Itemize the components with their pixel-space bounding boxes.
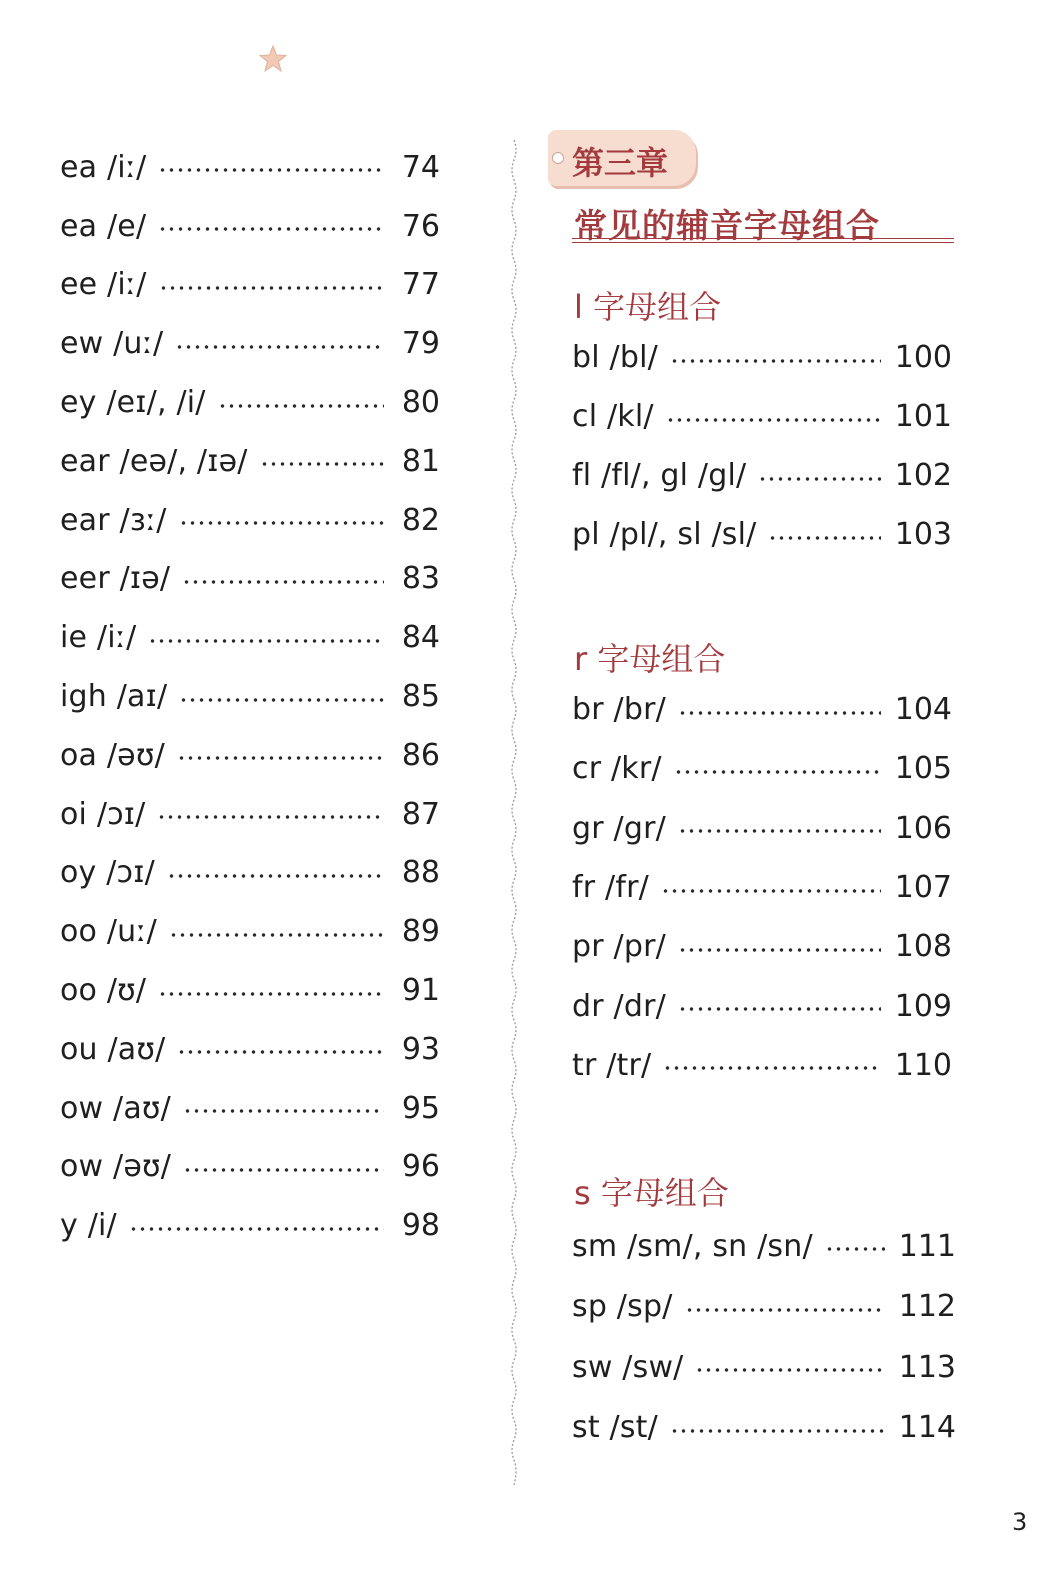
toc-entry-page: 89 [401,914,440,950]
toc-entry-page: 100 [894,340,952,375]
toc-entry-page: 80 [401,385,440,421]
toc-entry-page: 103 [894,517,952,552]
section-heading-l: l 字母组合 [574,288,722,326]
toc-entry[interactable] [60,961,440,1020]
dot-leader [158,168,384,172]
dot-leader [685,1308,885,1312]
tab-hole-icon [552,152,564,164]
dot-leader [670,359,881,363]
dot-leader [661,889,881,893]
toc-entry-label: bl /bl/ [572,340,658,375]
toc-entry-label: y /i/ [60,1208,117,1244]
toc-entry-label: sp /sp/ [572,1289,673,1325]
toc-entry-label: ee /iː/ [60,267,147,303]
dot-leader [758,477,880,481]
dot-leader [678,948,881,952]
dot-leader [666,418,881,422]
toc-entry-page: 77 [401,267,440,303]
toc-entry-page: 79 [401,326,440,362]
dot-leader [129,1227,384,1231]
dot-leader [167,874,384,878]
toc-entry[interactable] [572,446,952,505]
toc-entry-page: 98 [401,1208,440,1244]
toc-entry-label: ew /uː/ [60,326,164,362]
toc-entry-page: 84 [401,620,440,656]
dot-leader [678,829,881,833]
dot-leader [695,1368,884,1372]
toc-entry-label: ear /ɜː/ [60,502,167,538]
toc-entry-label: ow /aʊ/ [60,1090,171,1126]
toc-entry[interactable] [60,138,440,197]
toc-entry[interactable] [60,844,440,903]
toc-entry[interactable] [60,256,440,315]
toc-entry-page: 113 [898,1349,956,1385]
toc-entry[interactable] [572,739,952,798]
toc-entry-page: 107 [894,870,952,906]
toc-entry-label: oa /əʊ/ [60,737,165,773]
toc-entry[interactable] [60,726,440,785]
toc-entry[interactable] [572,328,952,387]
toc-entry-label: oo /ʊ/ [60,973,147,1009]
toc-entry[interactable] [572,1337,956,1398]
toc-entry-page: 110 [894,1047,952,1083]
toc-entry-page: 86 [401,737,440,773]
toc-entry[interactable] [572,387,952,446]
toc-entry-page: 76 [401,208,440,244]
chapter-tab-label: 第三章 [572,144,669,182]
section-l-entries [572,328,952,564]
dot-leader [158,227,384,231]
toc-entry-page: 87 [401,796,440,832]
toc-entry-page: 95 [401,1090,440,1126]
dot-leader [670,1429,885,1433]
section-heading-s: s 字母组合 [574,1174,729,1212]
toc-entry[interactable] [572,680,952,739]
dot-leader [182,580,384,584]
toc-entry-page: 85 [401,679,440,715]
toc-entry-label: st /st/ [572,1410,658,1446]
dot-leader [159,286,384,290]
toc-entry[interactable] [60,1196,440,1255]
toc-entry-page: 74 [401,149,440,185]
dot-leader [674,770,881,774]
dot-leader [825,1247,885,1251]
toc-entry[interactable] [572,1036,952,1095]
toc-entry-label: ea /e/ [60,208,147,244]
toc-entry-page: 83 [401,561,440,597]
toc-entry-label: gr /gr/ [572,810,666,846]
toc-entry[interactable] [572,1277,956,1338]
toc-entry-page: 96 [401,1149,440,1185]
toc-entry-page: 102 [894,458,952,493]
dot-leader [183,1109,384,1113]
section-s-entries [572,1216,956,1458]
dot-leader [183,1168,384,1172]
dot-leader [260,462,384,466]
toc-entry[interactable] [60,314,440,373]
toc-entry-label: cr /kr/ [572,751,662,787]
toc-entry-label: cl /kl/ [572,399,654,434]
toc-entry-page: 82 [401,502,440,538]
toc-entry-label: ie /iː/ [60,620,137,656]
section-heading-r: r 字母组合 [574,640,726,678]
dot-leader [177,756,384,760]
dot-leader [175,345,384,349]
dot-leader [157,815,384,819]
toc-entry[interactable] [60,608,440,667]
star-icon [258,44,288,74]
toc-entry[interactable] [572,1216,956,1277]
toc-entry-page: 114 [898,1410,956,1446]
toc-entry[interactable] [60,785,440,844]
toc-entry-page: 104 [894,692,952,728]
dot-leader [678,1007,881,1011]
toc-entry-label: oy /ɔɪ/ [60,855,155,891]
toc-entry-label: pl /pl/, sl /sl/ [572,517,757,552]
chapter-tab [548,130,698,188]
toc-entry-label: dr /dr/ [572,988,666,1024]
toc-entry-label: oo /uː/ [60,914,157,950]
dot-leader [179,698,384,702]
toc-entry-label: ea /iː/ [60,149,147,185]
toc-entry[interactable] [60,197,440,256]
toc-entry-label: tr /tr/ [572,1047,652,1083]
toc-entry[interactable] [60,902,440,961]
toc-entry-page: 105 [894,751,952,787]
toc-entry-page: 109 [894,988,952,1024]
toc-entry[interactable] [572,505,952,564]
toc-entry-page: 106 [894,810,952,846]
dot-leader [179,521,384,525]
toc-entry-label: ow /əʊ/ [60,1149,172,1185]
page-number: 3 [1012,1508,1028,1536]
chapter-title-underline [572,238,954,243]
toc-entry-page: 111 [898,1228,956,1264]
column-divider [506,140,522,1485]
toc-entry[interactable] [60,667,440,726]
toc-entry-label: igh /aɪ/ [60,679,168,715]
toc-entry-page: 88 [401,855,440,891]
toc-entry[interactable] [572,858,952,917]
toc-entry-label: ear /eə/, /ɪə/ [60,443,248,479]
toc-entry-page: 108 [894,929,952,965]
toc-entry[interactable] [60,1079,440,1138]
toc-entry[interactable] [60,1020,440,1079]
toc-entry-page: 93 [401,1031,440,1067]
toc-entry[interactable] [60,373,440,432]
dot-leader [663,1066,880,1070]
toc-entry-label: fr /fr/ [572,870,649,906]
toc-entry-label: ey /eɪ/, /i/ [60,385,206,421]
toc-left-column [60,138,440,1255]
toc-entry[interactable] [572,917,952,976]
dot-leader [768,536,880,540]
toc-entry[interactable] [60,432,440,491]
toc-entry[interactable] [60,550,440,609]
dot-leader [169,933,384,937]
toc-entry-label: br /br/ [572,692,666,728]
toc-entry-page: 101 [894,399,952,434]
toc-entry-label: fl /fl/, gl /gl/ [572,458,747,493]
dot-leader [678,711,881,715]
toc-entry-label: sm /sm/, sn /sn/ [572,1228,813,1264]
toc-entry[interactable] [572,976,952,1035]
section-r-entries [572,680,952,1095]
toc-entry-label: pr /pr/ [572,929,666,965]
toc-entry[interactable] [60,491,440,550]
toc-entry-label: oi /ɔɪ/ [60,796,146,832]
toc-entry-label: eer /ɪə/ [60,561,171,597]
dot-leader [218,404,384,408]
dot-leader [177,1050,384,1054]
toc-entry[interactable] [60,1138,440,1197]
chapter-title: 常见的辅音字母组合 [574,206,880,245]
toc-entry-page: 91 [401,973,440,1009]
toc-entry[interactable] [572,1398,956,1459]
toc-entry-label: sw /sw/ [572,1349,684,1385]
dot-leader [158,992,384,996]
toc-entry-page: 81 [401,443,440,479]
dot-leader [148,639,384,643]
toc-entry-label: ou /aʊ/ [60,1031,166,1067]
toc-entry-page: 112 [898,1289,956,1325]
toc-entry[interactable] [572,799,952,858]
